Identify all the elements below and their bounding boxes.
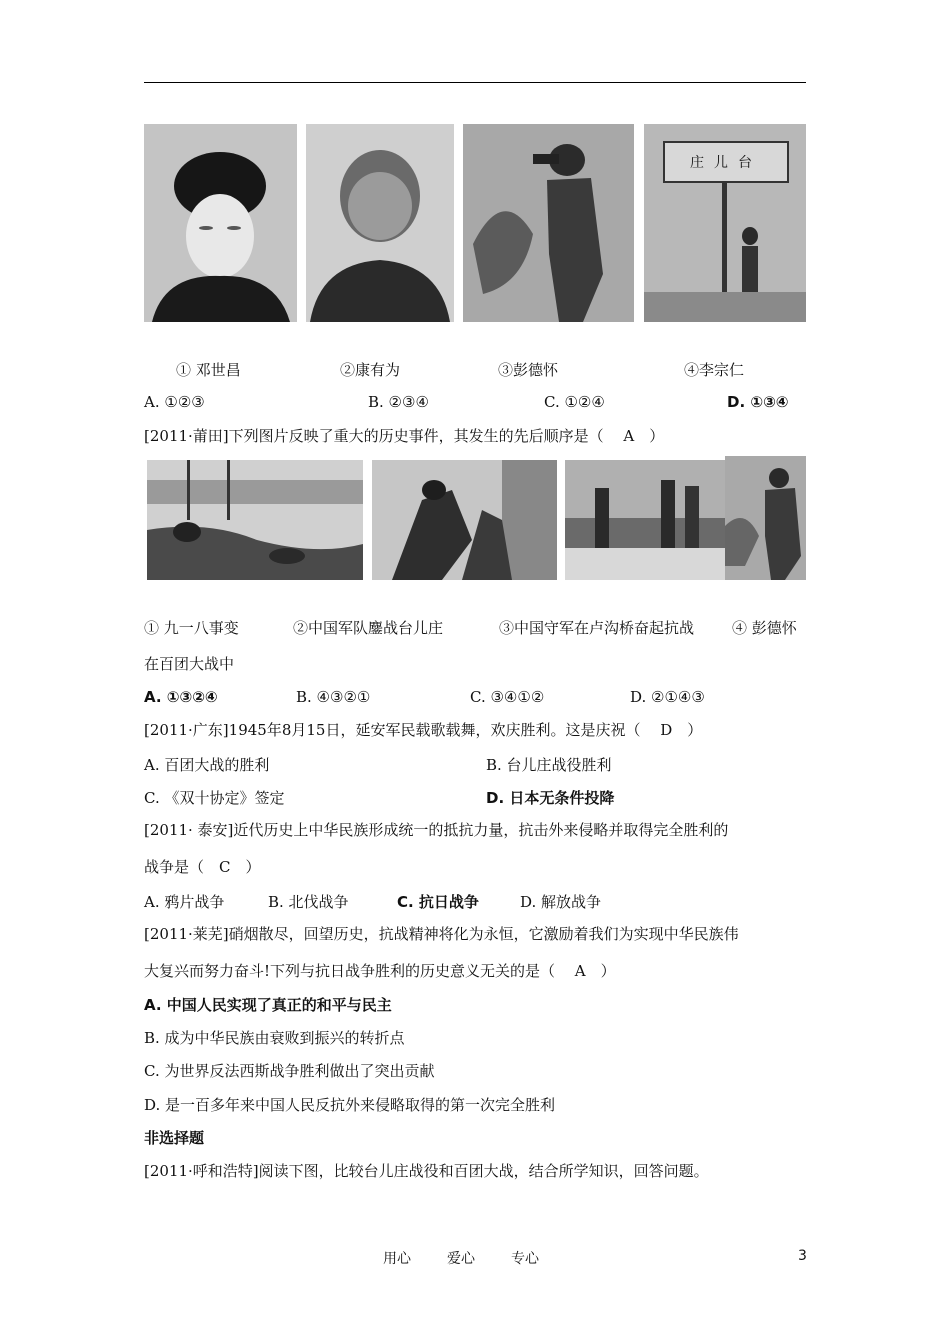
footer-slogan-2: 爱心 [447,1251,475,1267]
q2-item-2: ②中国军队鏖战台儿庄 [293,619,444,637]
q3-option-d-answer: D. 日本无条件投降 [486,789,615,807]
q2-option-c: C. ③④①② [470,688,545,706]
q3-stem: [2011·广东]1945年8月15日，延安军民载歌载舞，欢庆胜利。这是庆祝（ D ） [144,721,703,739]
q2-option-d: D. ②①④③ [630,688,705,706]
photo-label-3: ③彭德怀 [498,361,559,379]
photo-sign-text: 庄儿台 [690,155,762,171]
q1-option-a: A. ①②③ [144,393,205,411]
q1-option-d-answer: D. ①③④ [727,393,789,411]
q2-stem: [2011·莆田]下列图片反映了重大的历史事件，其发生的先后顺序是（ A ） [144,427,665,445]
q5-option-d: D. 是一百多年来中国人民反抗外来侵略取得的第一次完全胜利 [144,1096,556,1114]
q2-item-1: ① 九一八事变 [144,619,239,637]
q5-option-a-answer: A. 中国人民实现了真正的和平与民主 [144,996,392,1014]
q4-option-c-answer: C. 抗日战争 [397,893,479,911]
photo-peng-dehuai [463,124,634,322]
q6-stem: [2011·呼和浩特]阅读下图，比较台儿庄战役和百团大战，结合所学知识，回答问题。 [144,1162,709,1180]
q5-option-b: B. 成为中华民族由衰败到振兴的转折点 [144,1029,405,1047]
q2-option-b: B. ④③②① [296,688,371,706]
photo-label-1: ① 邓世昌 [176,361,241,379]
q2-item-4-cont: 在百团大战中 [144,655,235,673]
photo-label-2: ②康有为 [340,361,401,379]
q3-option-b: B. 台儿庄战役胜利 [486,756,612,774]
photo-event-2 [372,460,557,580]
header-rule [144,82,806,83]
q4-option-b: B. 北伐战争 [268,893,349,911]
section-title: 非选择题 [144,1129,205,1147]
q1-option-b: B. ②③④ [368,393,429,411]
footer-slogan-3: 专心 [511,1251,539,1267]
q4-option-d: D. 解放战争 [520,893,602,911]
q2-item-4: ④ 彭德怀 [732,619,797,637]
photo-kang-youwei [306,124,454,322]
q4-stem-line2: 战争是（ C ） [144,858,261,876]
q2-option-a-answer: A. ①③②④ [144,688,218,706]
q5-stem-line2: 大复兴而努力奋斗!下列与抗日战争胜利的历史意义无关的是（ A ） [144,962,616,980]
photo-li-zongren [644,124,806,322]
photo-event-4 [725,456,806,580]
photo-event-1 [147,460,363,580]
photo-event-3 [565,460,725,580]
q4-stem-line1: [2011· 泰安]近代历史上中华民族形成统一的抵抗力量，抗击外来侵略并取得完全胜利的 [144,821,729,839]
q1-option-c: C. ①②④ [544,393,605,411]
q3-option-a: A. 百团大战的胜利 [144,756,270,774]
footer-slogan-1: 用心 [383,1251,411,1267]
photo-deng-shichang [144,124,297,322]
q4-option-a: A. 鸦片战争 [144,893,225,911]
photo-label-4: ④李宗仁 [684,361,745,379]
q3-option-c: C. 《双十协定》签定 [144,789,285,807]
page-number: 3 [798,1248,807,1264]
q5-option-c: C. 为世界反法西斯战争胜利做出了突出贡献 [144,1062,435,1080]
q2-item-3: ③中国守军在卢沟桥奋起抗战 [499,619,695,637]
q5-stem-line1: [2011·莱芜]硝烟散尽，回望历史，抗战精神将化为永恒，它激励着我们为实现中华民族伟 [144,925,739,943]
